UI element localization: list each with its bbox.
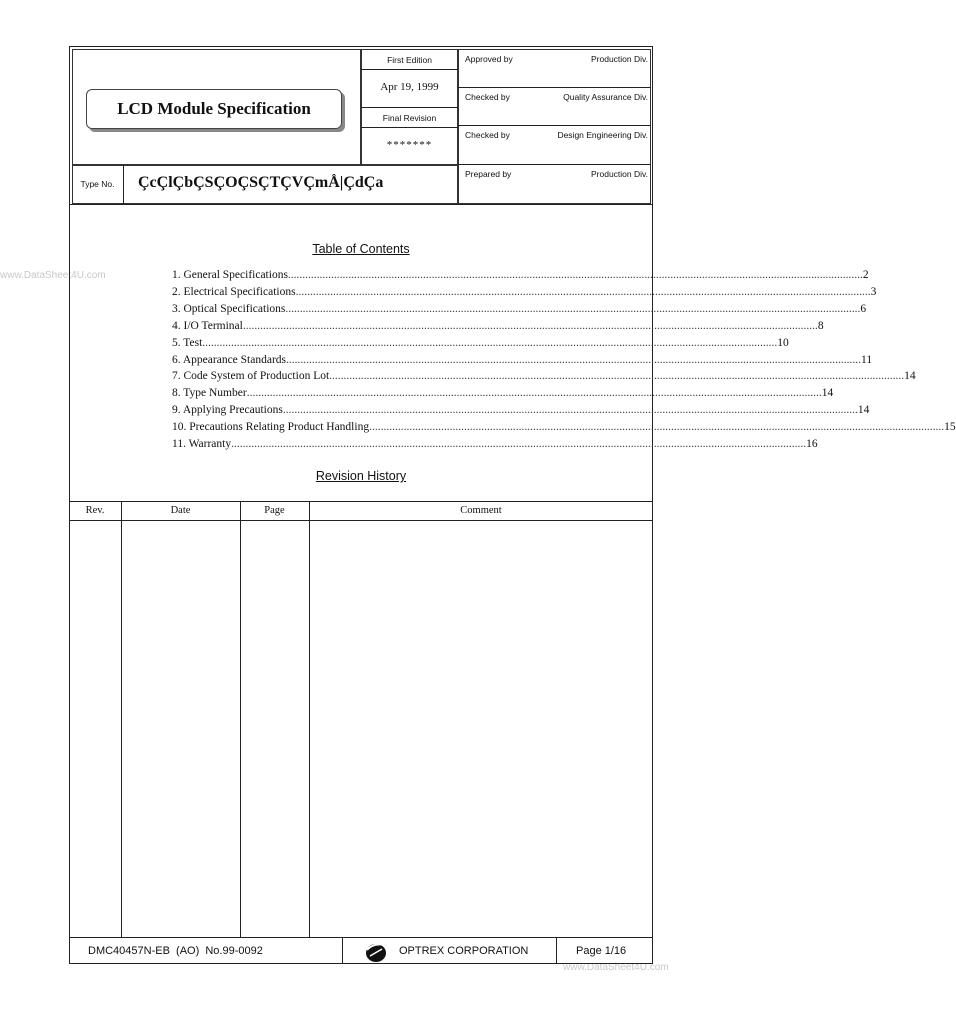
toc-item (172, 421, 956, 437)
toc-item-page: 11 (861, 353, 873, 366)
toc-item (172, 438, 818, 454)
toc-item-page: 15 (944, 421, 956, 434)
document-number: DMC40457N-EB (AO) No.99-0092 (88, 945, 263, 957)
toc-item-label: 2. Electrical Specifications (172, 285, 296, 298)
approval-role-3: Checked by (465, 130, 510, 140)
toc-item-label: 7. Code System of Production Lot (172, 370, 330, 383)
final-revision-label: Final Revision (382, 113, 437, 123)
toc-item-page: 10 (777, 336, 789, 349)
rev-column-header: Rev. (85, 505, 105, 516)
toc-item-label: 8. Type Number (172, 387, 247, 400)
toc-leader-dots: ........................................................................................................................................................................................................ (242, 319, 818, 332)
toc-leader-dots: ........................................................................................................................................................................................................ (287, 269, 863, 281)
watermark-right: www.DataSheet4U.com (563, 962, 669, 973)
company-name: OPTREX CORPORATION (399, 945, 529, 957)
type-no-label: Type No. (80, 179, 115, 189)
watermark-left: www.DataSheet4U.com (0, 270, 106, 281)
toc-leader-dots: ........................................................................................................................................................................................................ (246, 387, 822, 400)
toc-item (172, 269, 869, 285)
toc-item-label: 4. I/O Terminal (172, 319, 243, 332)
toc-item (172, 302, 867, 319)
first-edition-label: First Edition (387, 55, 432, 65)
toc-item-label: 11. Warranty (172, 438, 232, 450)
toc-leader-dots: ........................................................................................................................................................................................................ (282, 404, 858, 417)
approval-dept-4: Production Div. (590, 169, 648, 179)
toc-item-page: 3 (870, 285, 877, 298)
approvals-cell (458, 49, 651, 204)
toc-leader-dots: ........................................................................................................................................................................................................ (295, 285, 871, 298)
toc-item-label: 3. Optical Specifications (172, 302, 286, 315)
toc-item-page: 16 (806, 438, 818, 450)
toc-leader-dots: ........................................................................................................................................................................................................ (285, 302, 861, 315)
toc-item-label: 6. Appearance Standards (172, 353, 287, 366)
toc-item (172, 387, 834, 403)
approval-role-4: Prepared by (465, 169, 512, 179)
toc-item-page: 2 (862, 269, 869, 281)
toc-item-page: 8 (817, 319, 824, 332)
toc-item-label: 5. Test (172, 336, 203, 349)
toc-leader-dots: ........................................................................................................................................................................................................ (231, 438, 807, 450)
approval-role-1: Approved by (465, 54, 513, 64)
approval-dept-1: Production Div. (590, 54, 648, 64)
toc-item (172, 336, 789, 353)
page-number: Page 1/16 (576, 945, 627, 957)
toc-item (172, 285, 877, 302)
toc-item (172, 370, 916, 386)
toc-leader-dots: ........................................................................................................................................................................................................ (202, 336, 778, 349)
toc-item (172, 353, 873, 370)
date-column-header: Date (170, 505, 191, 516)
toc-item (172, 319, 824, 336)
toc-item-page: 6 (860, 302, 867, 315)
first-edition-date: Apr 19, 1999 (380, 81, 439, 93)
toc-item-page: 14 (857, 404, 870, 417)
optrex-logo-icon (364, 941, 388, 963)
approval-dept-3: Design Engineering Div. (557, 130, 648, 140)
toc-item (172, 404, 870, 420)
toc-leader-dots: ........................................................................................................................................................................................................ (369, 421, 945, 434)
comment-column-header: Comment (460, 505, 502, 516)
toc-leader-dots: ........................................................................................................................................................................................................ (329, 370, 905, 383)
document-title: LCD Module Specification (117, 99, 311, 118)
toc-item-page: 14 (904, 370, 916, 383)
page-column-header: Page (264, 505, 285, 516)
toc-item-label: 9. Applying Precautions (172, 404, 283, 417)
type-no-value: ÇcÇlÇbÇSÇOÇSÇTÇVÇmÅ|ÇdÇa (138, 174, 384, 191)
toc-title: Table of Contents (312, 242, 410, 256)
toc-item-page: 14 (821, 387, 834, 400)
approval-dept-2: Quality Assurance Div. (563, 92, 648, 102)
toc-leader-dots: ........................................................................................................................................................................................................ (286, 353, 862, 366)
final-revision-value: ******* (386, 139, 433, 151)
revision-history-title: Revision History (315, 469, 407, 483)
toc-item-label: 1. General Specifications (172, 269, 288, 281)
approval-role-2: Checked by (465, 92, 510, 102)
toc-item-label: 10. Precautions Relating Product Handling (172, 421, 370, 434)
